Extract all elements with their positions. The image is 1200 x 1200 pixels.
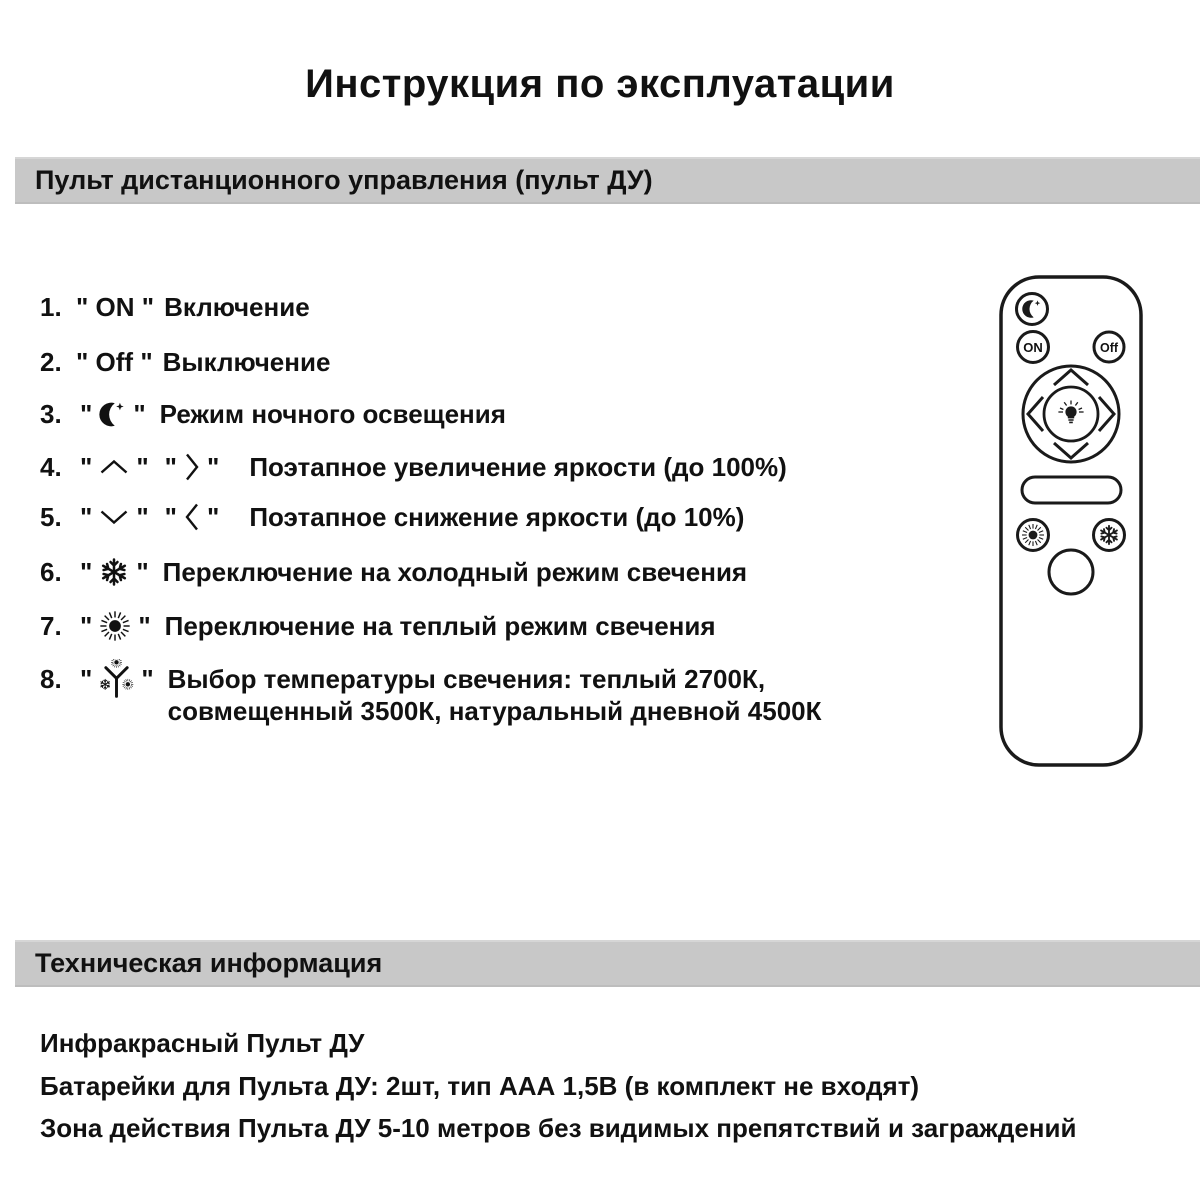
item-number: 2. [40, 347, 62, 377]
tech-line-3: Зона действия Пульта ДУ 5-10 метров без видимых препятствий и заграждений [40, 1113, 1077, 1143]
quote-mark: " [80, 611, 93, 641]
tech-line-2: Батарейки для Пульта ДУ: 2шт, тип ААА 1,5В (в комплект не входят) [40, 1071, 920, 1101]
moon-icon [99, 401, 126, 428]
item-number: 6. [40, 557, 62, 587]
item-desc: Выключение [162, 347, 331, 377]
quote-mark: " [80, 557, 93, 587]
item-number: 5. [40, 502, 62, 532]
quote-mark: " [136, 557, 149, 587]
item-desc: Поэтапное увеличение яркости (до 100%) [249, 452, 787, 482]
quote-mark: " [206, 502, 220, 532]
item-desc: Переключение на холодный режим свечения [162, 557, 748, 587]
quote-mark: " [141, 664, 154, 694]
section-header-tech-label: Техническая информация [35, 948, 383, 978]
remote-control-illustration [999, 275, 1143, 772]
quote-mark: " [80, 452, 93, 482]
quote-mark: " [136, 452, 149, 482]
page-title: Инструкция по эксплуатации [305, 62, 895, 106]
quote-mark: " [164, 452, 177, 482]
list-item-2 [40, 346, 330, 378]
item-desc-line2: совмещенный 3500К, натуральный дневной 4500К [167, 696, 822, 726]
section-header-remote-label: Пульт дистанционного управления (пульт ДУ) [35, 165, 653, 195]
quote-mark: " [136, 502, 149, 532]
chevron-up-icon [99, 459, 129, 475]
item-number: 4. [40, 452, 62, 482]
chevron-right-icon [184, 452, 200, 482]
list-item-5 [40, 501, 744, 533]
sun-icon [1022, 524, 1044, 546]
item-desc [168, 663, 822, 727]
list-item-6 [40, 556, 747, 588]
item-number: 1. [40, 292, 62, 322]
remote-body [1001, 277, 1141, 765]
item-number: 3. [40, 399, 62, 429]
item-desc: Переключение на теплый режим свечения [164, 611, 716, 641]
list-item-3 [40, 398, 506, 430]
section-header-remote [15, 157, 1200, 204]
quote-mark: " [80, 399, 93, 429]
list-item-1 [40, 291, 310, 323]
quote-mark: " [80, 502, 93, 532]
item-desc-line1: Выбор температуры свечения: теплый 2700К, [167, 664, 766, 694]
quote-mark: " [206, 452, 220, 482]
remote-off-label: Off [1099, 341, 1119, 355]
snowflake-icon [99, 557, 129, 587]
chevron-left-icon [184, 502, 200, 532]
remote-warm-mode-button [1018, 520, 1049, 551]
list-item-4 [40, 451, 787, 483]
quote-mark: " [133, 399, 146, 429]
item-desc: Включение [164, 292, 310, 322]
chevron-down-icon [99, 509, 129, 525]
tech-line-1: Инфракрасный Пульт ДУ [40, 1028, 365, 1058]
quote-mark: " [164, 502, 177, 532]
quote-mark: " [138, 611, 151, 641]
item-label: " ON " [76, 292, 155, 322]
item-number: 7. [40, 611, 62, 641]
item-number: 8. [40, 664, 62, 694]
sun-icon [99, 610, 131, 642]
item-desc: Поэтапное снижение яркости (до 10%) [249, 502, 745, 532]
item-desc: Режим ночного освещения [159, 399, 506, 429]
item-label: " Off " [76, 347, 153, 377]
list-item-8 [40, 663, 821, 727]
color-temp-icon [99, 659, 134, 699]
quote-mark: " [80, 664, 93, 694]
list-item-7 [40, 610, 716, 642]
remote-on-label: ON [1023, 340, 1043, 355]
section-header-tech [15, 940, 1200, 987]
